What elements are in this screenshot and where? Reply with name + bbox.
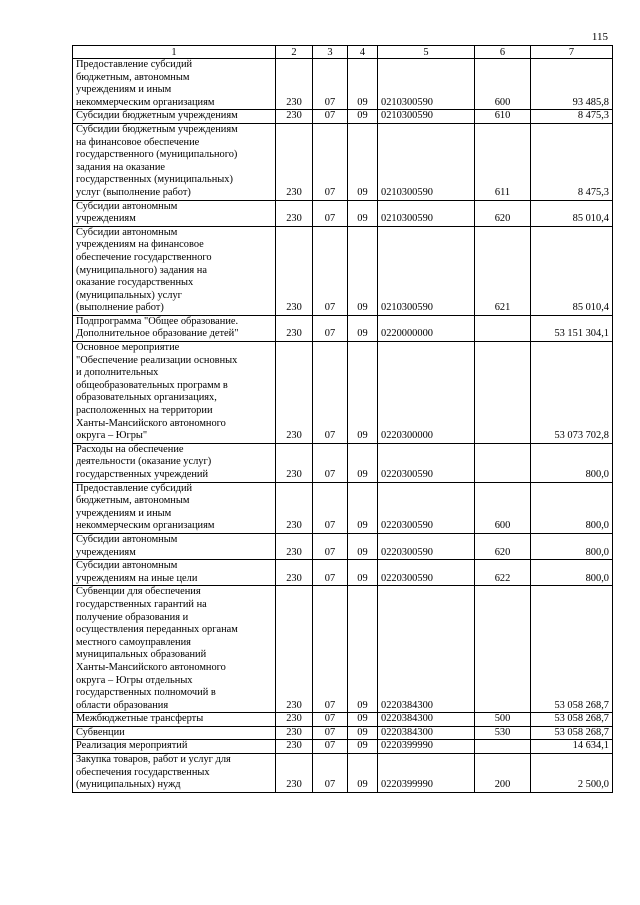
row-target-cell: 0220300000 [378, 342, 475, 444]
row-section-cell: 07 [313, 713, 348, 727]
row-subsection-cell: 09 [348, 740, 378, 754]
row-subsection-cell: 09 [348, 200, 378, 226]
row-section-cell: 07 [313, 754, 348, 793]
row-ministry-cell: 230 [276, 740, 313, 754]
row-target-cell: 0220384300 [378, 586, 475, 713]
row-amount-cell: 85 010,4 [531, 226, 613, 315]
row-ministry-cell: 230 [276, 226, 313, 315]
table-row [73, 123, 613, 200]
row-section-cell: 07 [313, 740, 348, 754]
row-section-cell: 07 [313, 482, 348, 533]
row-subsection-cell: 09 [348, 123, 378, 200]
row-section-cell: 07 [313, 59, 348, 110]
row-subsection-cell: 09 [348, 533, 378, 559]
header-cell-ministry: 2 [276, 46, 313, 59]
row-ministry-cell: 230 [276, 315, 313, 341]
row-name-cell: Субсидии бюджетным учреждениям [73, 110, 276, 124]
table-row [73, 533, 613, 559]
row-amount-cell: 800,0 [531, 443, 613, 482]
row-amount-cell: 8 475,3 [531, 110, 613, 124]
row-expense-type-cell [475, 315, 531, 341]
row-ministry-cell: 230 [276, 713, 313, 727]
row-ministry-cell: 230 [276, 123, 313, 200]
table-row [73, 713, 613, 727]
row-section-cell: 07 [313, 123, 348, 200]
row-target-cell: 0210300590 [378, 226, 475, 315]
table-row [73, 560, 613, 586]
row-expense-type-cell: 530 [475, 726, 531, 740]
header-cell-section: 3 [313, 46, 348, 59]
row-target-cell: 0220300590 [378, 533, 475, 559]
table-row [73, 443, 613, 482]
row-expense-type-cell [475, 586, 531, 713]
row-section-cell: 07 [313, 586, 348, 713]
table-row [73, 482, 613, 533]
row-amount-cell: 85 010,4 [531, 200, 613, 226]
row-target-cell: 0220300590 [378, 482, 475, 533]
row-section-cell: 07 [313, 315, 348, 341]
table-row [73, 740, 613, 754]
table-row [73, 754, 613, 793]
row-ministry-cell: 230 [276, 443, 313, 482]
table-row [73, 726, 613, 740]
row-ministry-cell: 230 [276, 533, 313, 559]
row-amount-cell: 8 475,3 [531, 123, 613, 200]
row-expense-type-cell: 600 [475, 482, 531, 533]
row-expense-type-cell: 600 [475, 59, 531, 110]
row-section-cell: 07 [313, 726, 348, 740]
row-name-cell: Субсидии автономным учреждениям [73, 200, 276, 226]
row-target-cell: 0220399990 [378, 754, 475, 793]
row-amount-cell: 14 634,1 [531, 740, 613, 754]
row-amount-cell: 53 151 304,1 [531, 315, 613, 341]
row-subsection-cell: 09 [348, 59, 378, 110]
row-name-cell: Межбюджетные трансферты [73, 713, 276, 727]
row-ministry-cell: 230 [276, 59, 313, 110]
table-row [73, 110, 613, 124]
header-cell-target: 5 [378, 46, 475, 59]
header-cell-expense-type: 6 [475, 46, 531, 59]
row-subsection-cell: 09 [348, 110, 378, 124]
row-target-cell: 0220384300 [378, 713, 475, 727]
row-name-cell: Предоставление субсидий бюджетным, автономным учреждениям и иным некоммерческим организациям [73, 59, 276, 110]
row-target-cell: 0210300590 [378, 59, 475, 110]
row-target-cell: 0210300590 [378, 110, 475, 124]
row-amount-cell: 53 058 268,7 [531, 586, 613, 713]
row-target-cell: 0220300590 [378, 443, 475, 482]
row-expense-type-cell [475, 740, 531, 754]
header-row [73, 46, 613, 59]
row-ministry-cell: 230 [276, 754, 313, 793]
row-ministry-cell: 230 [276, 560, 313, 586]
row-subsection-cell: 09 [348, 560, 378, 586]
table-row [73, 226, 613, 315]
row-ministry-cell: 230 [276, 726, 313, 740]
table-row [73, 342, 613, 444]
row-expense-type-cell [475, 443, 531, 482]
row-target-cell: 0220399990 [378, 740, 475, 754]
row-expense-type-cell: 610 [475, 110, 531, 124]
table-row [73, 586, 613, 713]
row-expense-type-cell: 620 [475, 200, 531, 226]
row-subsection-cell: 09 [348, 586, 378, 713]
row-name-cell: Закупка товаров, работ и услуг для обеспечения государственных (муниципальных) нужд [73, 754, 276, 793]
row-name-cell: Субсидии автономным учреждениям на иные цели [73, 560, 276, 586]
row-section-cell: 07 [313, 342, 348, 444]
row-subsection-cell: 09 [348, 713, 378, 727]
row-subsection-cell: 09 [348, 482, 378, 533]
row-expense-type-cell: 200 [475, 754, 531, 793]
row-ministry-cell: 230 [276, 482, 313, 533]
row-amount-cell: 53 058 268,7 [531, 713, 613, 727]
row-ministry-cell: 230 [276, 342, 313, 444]
row-name-cell: Субсидии автономным учреждениям [73, 533, 276, 559]
row-amount-cell: 800,0 [531, 533, 613, 559]
header-cell-name: 1 [73, 46, 276, 59]
row-amount-cell: 2 500,0 [531, 754, 613, 793]
header-cell-amount: 7 [531, 46, 613, 59]
row-expense-type-cell: 611 [475, 123, 531, 200]
row-target-cell: 0220384300 [378, 726, 475, 740]
row-expense-type-cell: 621 [475, 226, 531, 315]
row-subsection-cell: 09 [348, 726, 378, 740]
row-subsection-cell: 09 [348, 754, 378, 793]
row-amount-cell: 800,0 [531, 560, 613, 586]
row-section-cell: 07 [313, 533, 348, 559]
row-name-cell: Предоставление субсидий бюджетным, автономным учреждениям и иным некоммерческим организациям [73, 482, 276, 533]
row-subsection-cell: 09 [348, 443, 378, 482]
row-amount-cell: 53 058 268,7 [531, 726, 613, 740]
row-target-cell: 0220300590 [378, 560, 475, 586]
row-section-cell: 07 [313, 443, 348, 482]
row-ministry-cell: 230 [276, 110, 313, 124]
row-subsection-cell: 09 [348, 342, 378, 444]
row-expense-type-cell [475, 342, 531, 444]
row-amount-cell: 800,0 [531, 482, 613, 533]
row-name-cell: Реализация мероприятий [73, 740, 276, 754]
row-ministry-cell: 230 [276, 586, 313, 713]
row-expense-type-cell: 622 [475, 560, 531, 586]
row-subsection-cell: 09 [348, 226, 378, 315]
budget-table [72, 45, 613, 793]
row-expense-type-cell: 620 [475, 533, 531, 559]
row-ministry-cell: 230 [276, 200, 313, 226]
table-row [73, 59, 613, 110]
row-name-cell: Подпрограмма "Общее образование. Дополнительное образование детей" [73, 315, 276, 341]
page-number: 115 [591, 31, 608, 43]
row-amount-cell: 93 485,8 [531, 59, 613, 110]
row-target-cell: 0220000000 [378, 315, 475, 341]
row-amount-cell: 53 073 702,8 [531, 342, 613, 444]
row-subsection-cell: 09 [348, 315, 378, 341]
row-name-cell: Субвенции для обеспечения государственных гарантий на получение образования и осуществления переданных органам местного самоуправления муниципальных образований Ханты-Мансийского автономного округа – Югры отдельных государственных полномочий в области образования [73, 586, 276, 713]
table-row [73, 200, 613, 226]
row-name-cell: Основное мероприятие "Обеспечение реализации основных и дополнительных общеобразовательных программ в образовательных организациях, расположенных на территории Ханты-Мансийского автономного округа – Югры" [73, 342, 276, 444]
row-expense-type-cell: 500 [475, 713, 531, 727]
row-name-cell: Расходы на обеспечение деятельности (оказание услуг) государственных учреждений [73, 443, 276, 482]
row-target-cell: 0210300590 [378, 200, 475, 226]
row-section-cell: 07 [313, 560, 348, 586]
header-cell-subsection: 4 [348, 46, 378, 59]
table-row [73, 315, 613, 341]
row-section-cell: 07 [313, 200, 348, 226]
row-name-cell: Субсидии автономным учреждениям на финансовое обеспечение государственного (муниципального) задания на оказание государственных (муниципальных) услуг (выполнение работ) [73, 226, 276, 315]
row-section-cell: 07 [313, 110, 348, 124]
row-target-cell: 0210300590 [378, 123, 475, 200]
row-section-cell: 07 [313, 226, 348, 315]
row-name-cell: Субвенции [73, 726, 276, 740]
row-name-cell: Субсидии бюджетным учреждениям на финансовое обеспечение государственного (муниципального) задания на оказание государственных (муниципальных) услуг (выполнение работ) [73, 123, 276, 200]
